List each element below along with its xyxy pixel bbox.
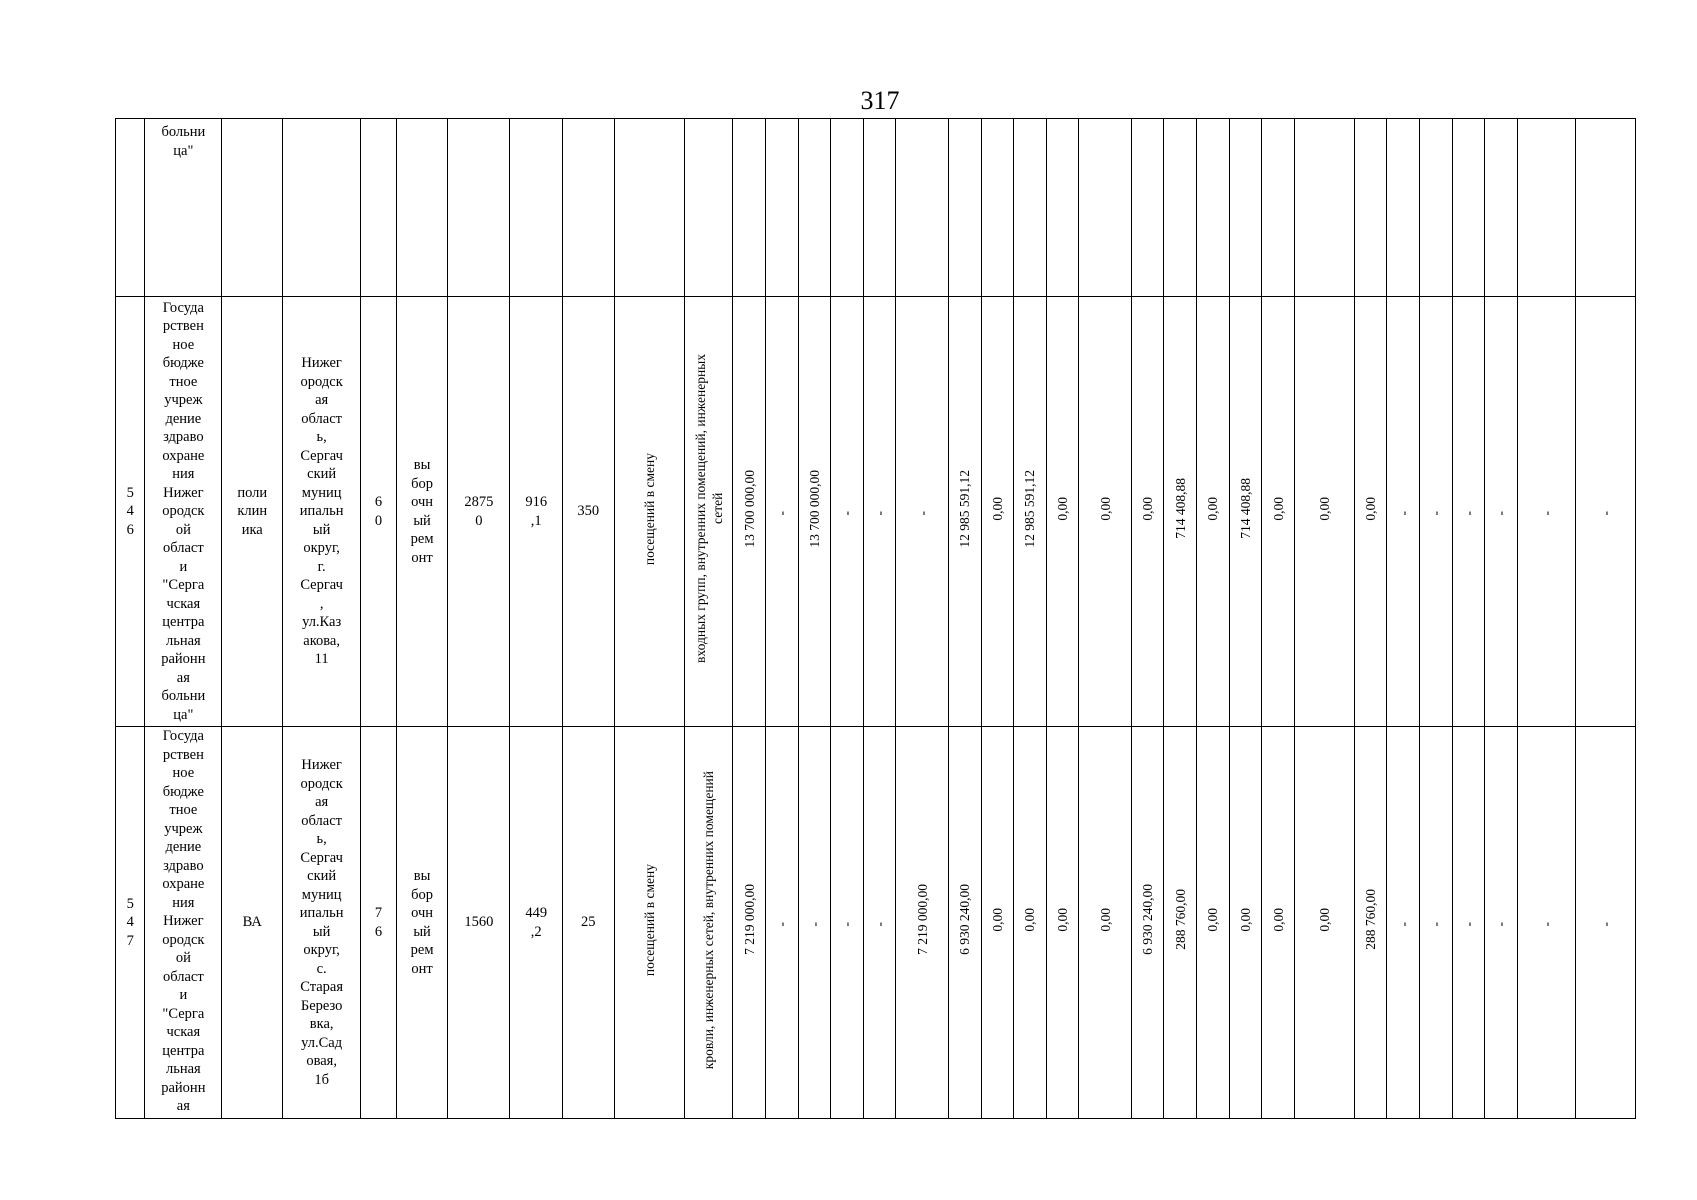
cell-value	[981, 297, 1014, 727]
cell-capacity-unit	[614, 727, 684, 1119]
cell-value	[1517, 297, 1575, 727]
value-cell: -	[1460, 510, 1476, 516]
area-repair: 916 ,1	[525, 494, 548, 529]
cell-value	[1014, 727, 1047, 1119]
institution-name-tail: больни ца"	[161, 124, 206, 159]
value-cell: -	[1428, 510, 1444, 516]
value-cell: 0,00	[1022, 907, 1038, 932]
cell-value	[1485, 297, 1518, 727]
table-row-547	[116, 727, 1636, 1119]
cell-value	[1517, 727, 1575, 1119]
cell-num	[116, 727, 145, 1119]
cell-name	[145, 727, 222, 1119]
value-cell: 0,00	[1055, 496, 1070, 521]
works-description: кровли, инженерных сетей, внутренних помещений	[701, 770, 717, 1069]
cell-value	[1452, 727, 1485, 1119]
cell-area-repair	[510, 727, 563, 1119]
value-cell: 714 408,88	[1237, 478, 1253, 540]
value-cell: -	[1538, 510, 1554, 516]
value-cell: -	[839, 921, 855, 927]
cell-value	[948, 297, 981, 727]
value-cell: 0,00	[1270, 496, 1286, 521]
cell-value	[1420, 297, 1453, 727]
value-cell: -	[839, 510, 855, 516]
cell-value	[1354, 727, 1387, 1119]
value-cell: 0,00	[989, 907, 1005, 932]
cell-value	[1131, 297, 1164, 727]
cell-works	[684, 727, 732, 1119]
object-type: поли клин ика	[237, 484, 268, 538]
value-cell: 288 760,00	[1172, 889, 1188, 951]
area-repair: 449 ,2	[525, 905, 548, 940]
value-cell: 288 760,00	[1363, 889, 1379, 951]
cell-type	[222, 297, 283, 727]
value-cell: -	[1493, 510, 1509, 516]
cell-capacity	[562, 727, 614, 1119]
cell-value	[1197, 727, 1230, 1119]
cell-address	[283, 297, 361, 727]
works-description: входных групп, внутренних помещений, инженерных сетей	[692, 354, 725, 664]
cell-value	[896, 297, 949, 727]
cell-value	[733, 297, 766, 727]
capacity: 350	[577, 503, 600, 520]
cell-name	[145, 297, 222, 727]
cell-value	[1131, 727, 1164, 1119]
institution-name: Госуда рствен ное бюдже тное учреж дение здраво охране ния Нижег ородск ой област и "Серга чская центра льная районн ая больни ца"	[161, 299, 206, 723]
work-type: вы бор очн ый рем онт	[410, 457, 434, 566]
cell-num	[116, 297, 145, 727]
value-cell: 714 408,88	[1172, 478, 1188, 540]
value-cell: 7 219 000,00	[914, 884, 930, 956]
cell-name	[145, 119, 222, 297]
cell-type	[222, 727, 283, 1119]
cell-value	[1197, 297, 1230, 727]
cell-value	[1354, 297, 1387, 727]
value-cell: -	[872, 510, 888, 516]
cell-work-type	[396, 727, 448, 1119]
value-cell: -	[1538, 921, 1554, 927]
repair-program-table	[115, 118, 1636, 1119]
cell-year	[361, 727, 397, 1119]
capacity-unit: посещений в смену	[641, 452, 657, 565]
value-cell: -	[1428, 921, 1444, 927]
table-row-546	[116, 297, 1636, 727]
value-cell: 12 985 591,12	[1022, 469, 1038, 548]
cell-value	[1294, 297, 1354, 727]
cell-value	[896, 727, 949, 1119]
value-cell: 0,00	[1205, 907, 1221, 932]
value-cell: -	[774, 921, 790, 927]
value-cell: 6 930 240,00	[957, 884, 973, 956]
cell-value	[831, 297, 864, 727]
cell-area-total	[448, 727, 510, 1119]
cell-value	[1420, 727, 1453, 1119]
cell-value	[863, 297, 896, 727]
value-cell: 0,00	[989, 496, 1005, 521]
value-cell: 0,00	[1205, 496, 1221, 521]
value-cell: -	[1395, 921, 1411, 927]
value-cell: 6 930 240,00	[1140, 884, 1156, 956]
page-number: 317	[860, 86, 900, 115]
cell-capacity	[562, 297, 614, 727]
cell-area-total	[448, 297, 510, 727]
cell-value	[798, 297, 831, 727]
cell-value	[765, 297, 798, 727]
cell-value	[765, 727, 798, 1119]
capacity-unit: посещений в смену	[641, 863, 657, 976]
cell-value	[1046, 297, 1079, 727]
cell-value	[1485, 727, 1518, 1119]
cell-value	[981, 727, 1014, 1119]
cell-value	[1229, 297, 1262, 727]
capacity: 25	[581, 914, 596, 931]
cell-value	[733, 727, 766, 1119]
cell-value	[1387, 297, 1420, 727]
cell-value	[1014, 297, 1047, 727]
object-type: ВА	[242, 914, 262, 931]
cell-area-repair	[510, 297, 563, 727]
cell-value	[1575, 727, 1635, 1119]
cell-value	[1229, 727, 1262, 1119]
value-cell: -	[1597, 510, 1613, 516]
row-number: 5 4 7	[126, 895, 134, 949]
cell-year	[361, 297, 397, 727]
value-cell: 0,00	[1055, 907, 1070, 932]
institution-name: Госуда рствен ное бюдже тное учреж дение здраво охране ния Нижег ородск ой област и "Серга чская центра льная районн ая	[161, 728, 206, 1114]
value-cell: -	[914, 510, 930, 516]
value-cell: -	[1493, 921, 1509, 927]
area-total: 2875 0	[464, 494, 494, 529]
value-cell: -	[774, 510, 790, 516]
cell-value	[1046, 727, 1079, 1119]
cell-value	[1262, 297, 1295, 727]
cell-value	[1079, 297, 1132, 727]
value-cell: -	[1597, 921, 1613, 927]
cell-value	[1164, 727, 1197, 1119]
cell-works	[684, 297, 732, 727]
cell-value	[1452, 297, 1485, 727]
value-cell: 0,00	[1316, 496, 1332, 521]
object-address: Нижег ородск ая област ь, Сергач ский муниц ипальн ый округ, с. Старая Березо вка, ул.Сад овая, 1б	[299, 757, 344, 1088]
cell-work-type	[396, 297, 448, 727]
value-cell: 0,00	[1363, 496, 1379, 521]
cell-value	[798, 727, 831, 1119]
value-cell: -	[872, 921, 888, 927]
value-cell: 0,00	[1140, 496, 1156, 521]
value-cell: 13 700 000,00	[806, 469, 822, 548]
cell-value	[831, 727, 864, 1119]
value-cell: 0,00	[1270, 907, 1286, 932]
year-built: 6 0	[374, 494, 383, 529]
value-cell: 12 985 591,12	[957, 469, 973, 548]
value-cell: 0,00	[1097, 907, 1113, 932]
cell-value	[1387, 727, 1420, 1119]
value-cell: 0,00	[1237, 907, 1253, 932]
value-cell: 0,00	[1097, 496, 1113, 521]
cell-value	[1294, 727, 1354, 1119]
cell-value	[1164, 297, 1197, 727]
cell-value	[1575, 297, 1635, 727]
object-address: Нижег ородск ая област ь, Сергач ский муниц ипальн ый округ, г. Сергач , ул.Каз акова, 11	[299, 355, 344, 668]
work-type: вы бор очн ый рем онт	[410, 868, 434, 977]
cell-address	[283, 727, 361, 1119]
table-row-continuation	[116, 119, 1636, 297]
cell-value	[948, 727, 981, 1119]
cell-capacity-unit	[614, 297, 684, 727]
value-cell: 0,00	[1316, 907, 1332, 932]
value-cell: 13 700 000,00	[741, 469, 757, 548]
cell-value	[1262, 727, 1295, 1119]
year-built: 7 6	[374, 905, 383, 940]
cell-num	[116, 119, 145, 297]
value-cell: 7 219 000,00	[741, 884, 757, 956]
cell-value	[863, 727, 896, 1119]
cell-value	[1079, 727, 1132, 1119]
row-number: 5 4 6	[126, 484, 134, 538]
value-cell: -	[1395, 510, 1411, 516]
value-cell: -	[806, 921, 822, 927]
area-total: 1560	[464, 914, 494, 931]
value-cell: -	[1460, 921, 1476, 927]
